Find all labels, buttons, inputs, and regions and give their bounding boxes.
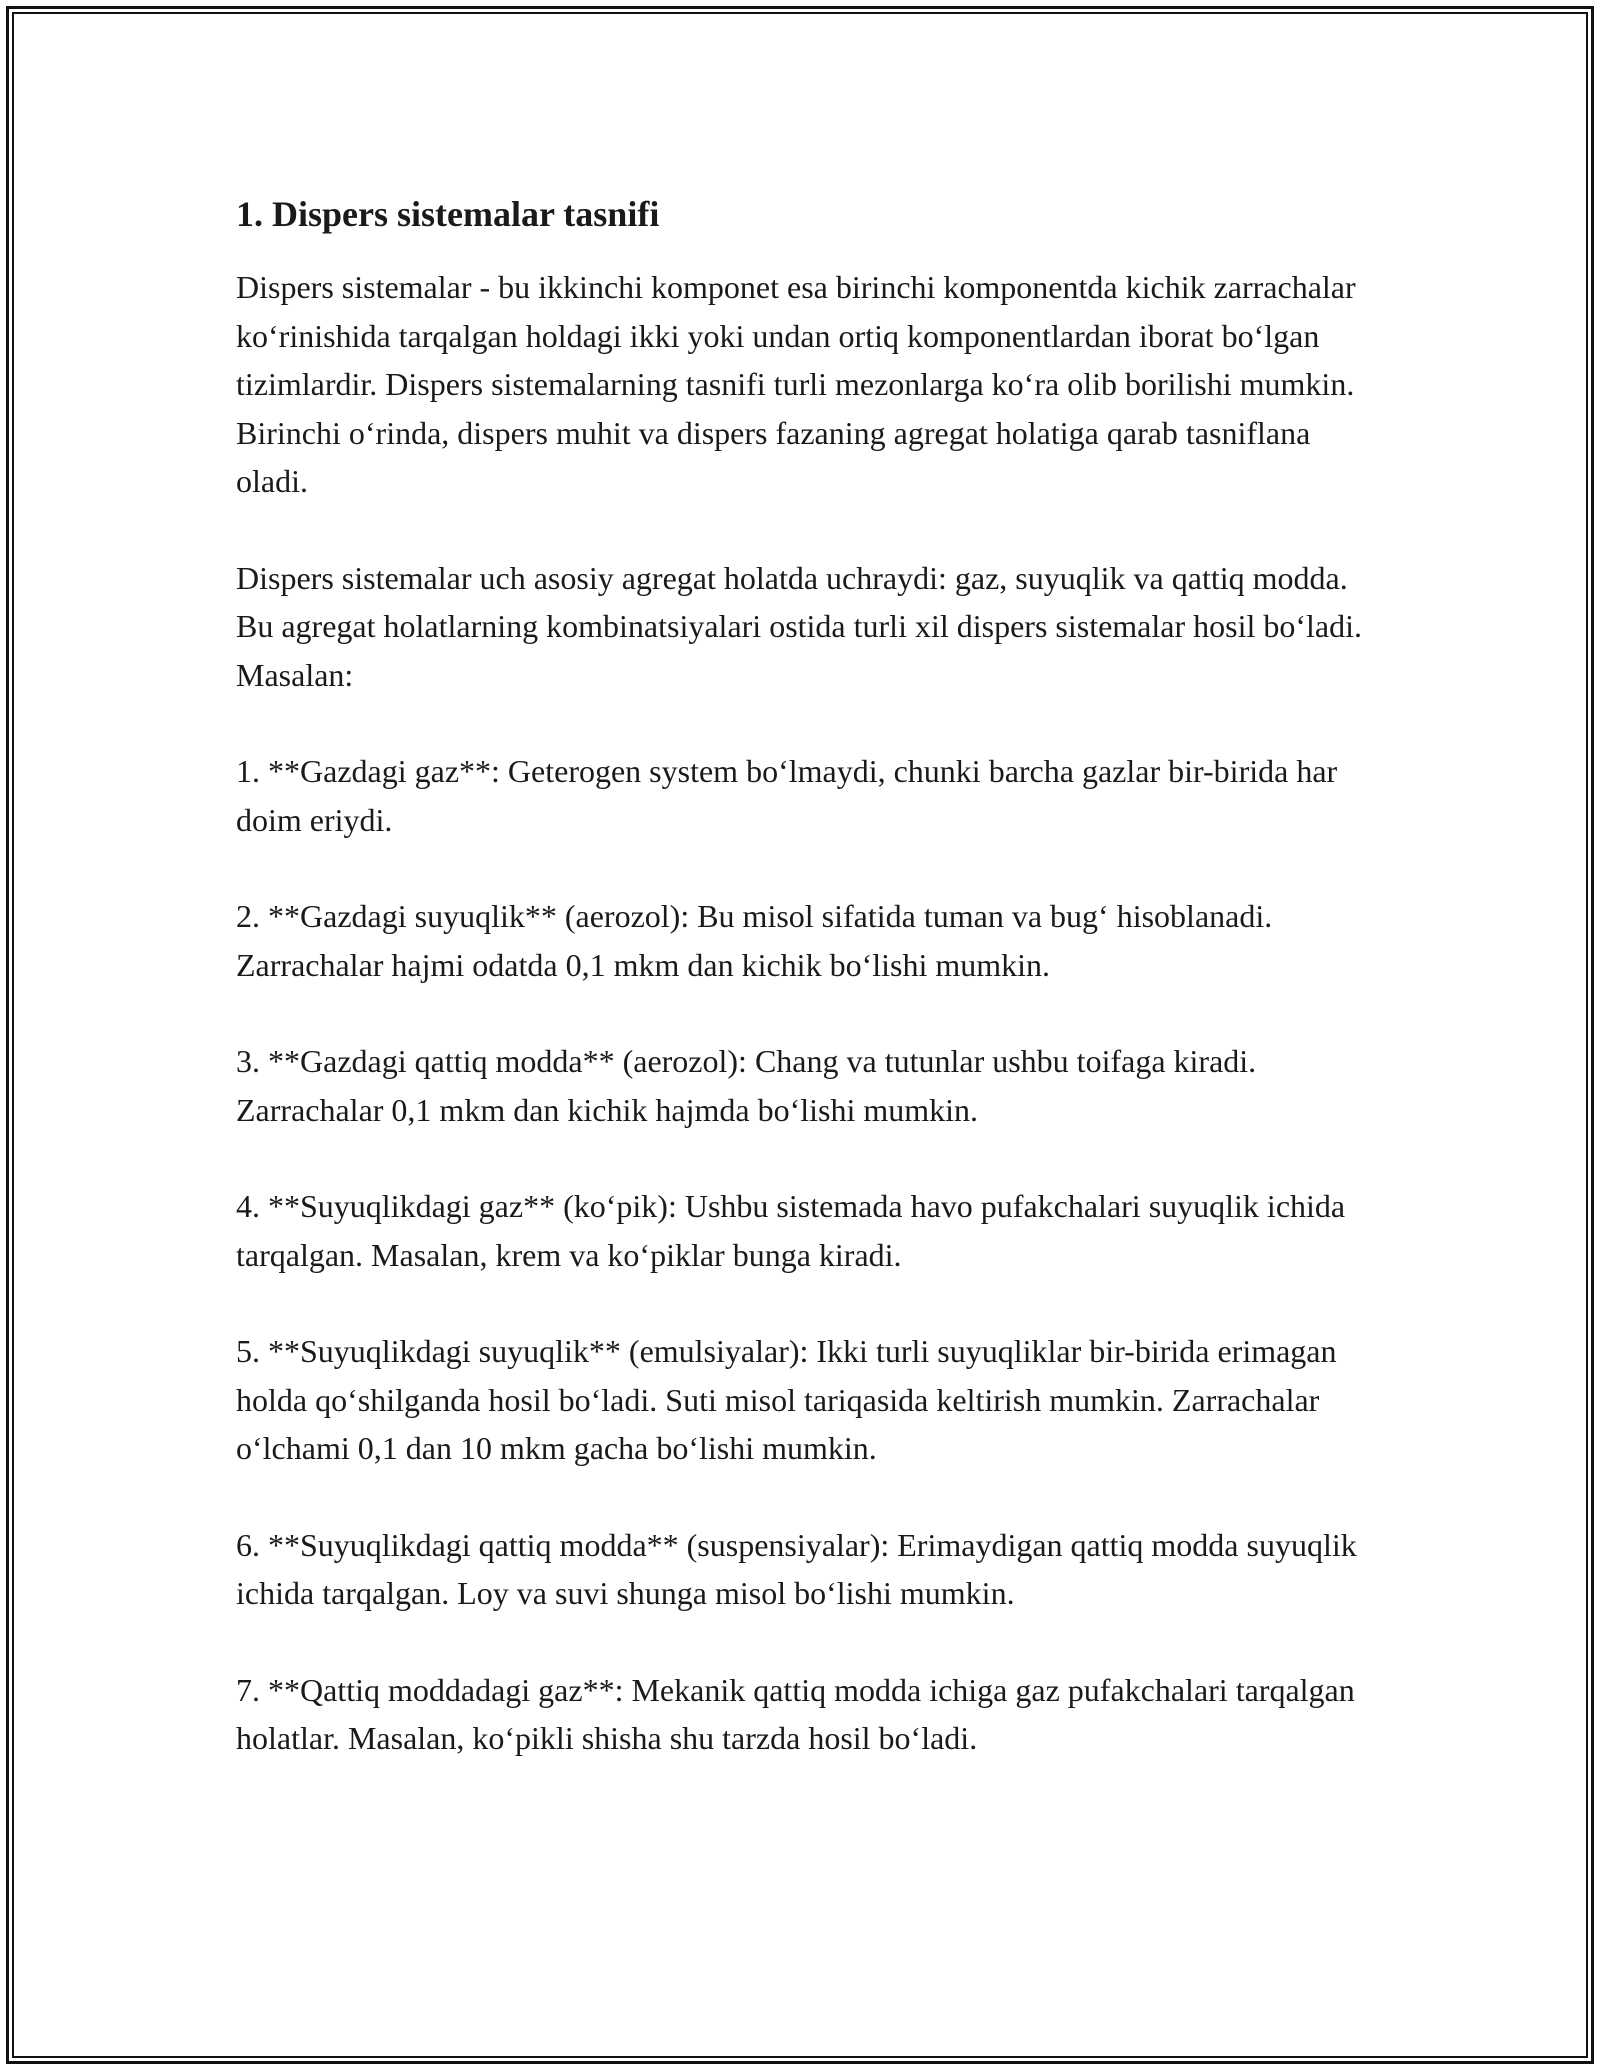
states-paragraph: Dispers sistemalar uch asosiy agregat holatda uchraydi: gaz, suyuqlik va qattiq modda. Bu agregat holatlarning kombinatsiyalari ostida turli xil dispers sistemalar hosil bo‘ladi. Masalan: [236, 559, 1362, 693]
document-body [236, 188, 1376, 1763]
section-heading: 1. Dispers sistemalar tasnifi [236, 194, 660, 234]
list-item-solid-in-liquid: 6. **Suyuqlikdagi qattiq modda** (suspensiyalar): Erimaydigan qattiq modda suyuqlik ichida tarqalgan. Loy va suvi shunga misol bo‘lishi mumkin. [236, 1526, 1357, 1611]
list-item-gas-in-solid: 7. **Qattiq moddadagi gaz**: Mekanik qattiq modda ichiga gaz pufakchalari tarqalgan holatlar. Masalan, ko‘pikli shisha shu tarzda hosil bo‘ladi. [236, 1671, 1355, 1756]
list-item-gas-in-liquid: 4. **Suyuqlikdagi gaz** (ko‘pik): Ushbu sistemada havo pufakchalari suyuqlik ichida tarqalgan. Masalan, krem va ko‘piklar bunga kiradi. [236, 1188, 1346, 1273]
intro-paragraph: Dispers sistemalar - bu ikkinchi komponet esa birinchi komponentda kichik zarrachalar ko‘rinishida tarqalgan holdagi ikki yoki undan ortiq komponentlardan iborat bo‘lgan tizimlardir. Dispers sistemalarning tasnifi turli mezonlarga ko‘ra olib borilishi mumkin. Birinchi o‘rinda, dispers muhit va dispers fazaning agregat holatiga qarab tasniflana oladi. [236, 269, 1356, 499]
list-item-liquid-in-gas: 2. **Gazdagi suyuqlik** (aerozol): Bu misol sifatida tuman va bug‘ hisoblanadi. Zarrachalar hajmi odatda 0,1 mkm dan kichik bo‘lishi mumkin. [236, 898, 1273, 983]
list-item-liquid-in-liquid: 5. **Suyuqlikdagi suyuqlik** (emulsiyalar): Ikki turli suyuqliklar bir-birida erimagan holda qo‘shilganda hosil bo‘ladi. Suti misol tariqasida keltirish mumkin. Zarrachalar o‘lchami 0,1 dan 10 mkm gacha bo‘lishi mumkin. [236, 1333, 1337, 1466]
list-item-gas-in-gas: 1. **Gazdagi gaz**: Geterogen system bo‘lmaydi, chunki barcha gazlar bir-birida har doim eriydi. [236, 753, 1338, 838]
list-item-solid-in-gas: 3. **Gazdagi qattiq modda** (aerozol): Chang va tutunlar ushbu toifaga kiradi. Zarrachalar 0,1 mkm dan kichik hajmda bo‘lishi mumkin. [236, 1043, 1257, 1128]
